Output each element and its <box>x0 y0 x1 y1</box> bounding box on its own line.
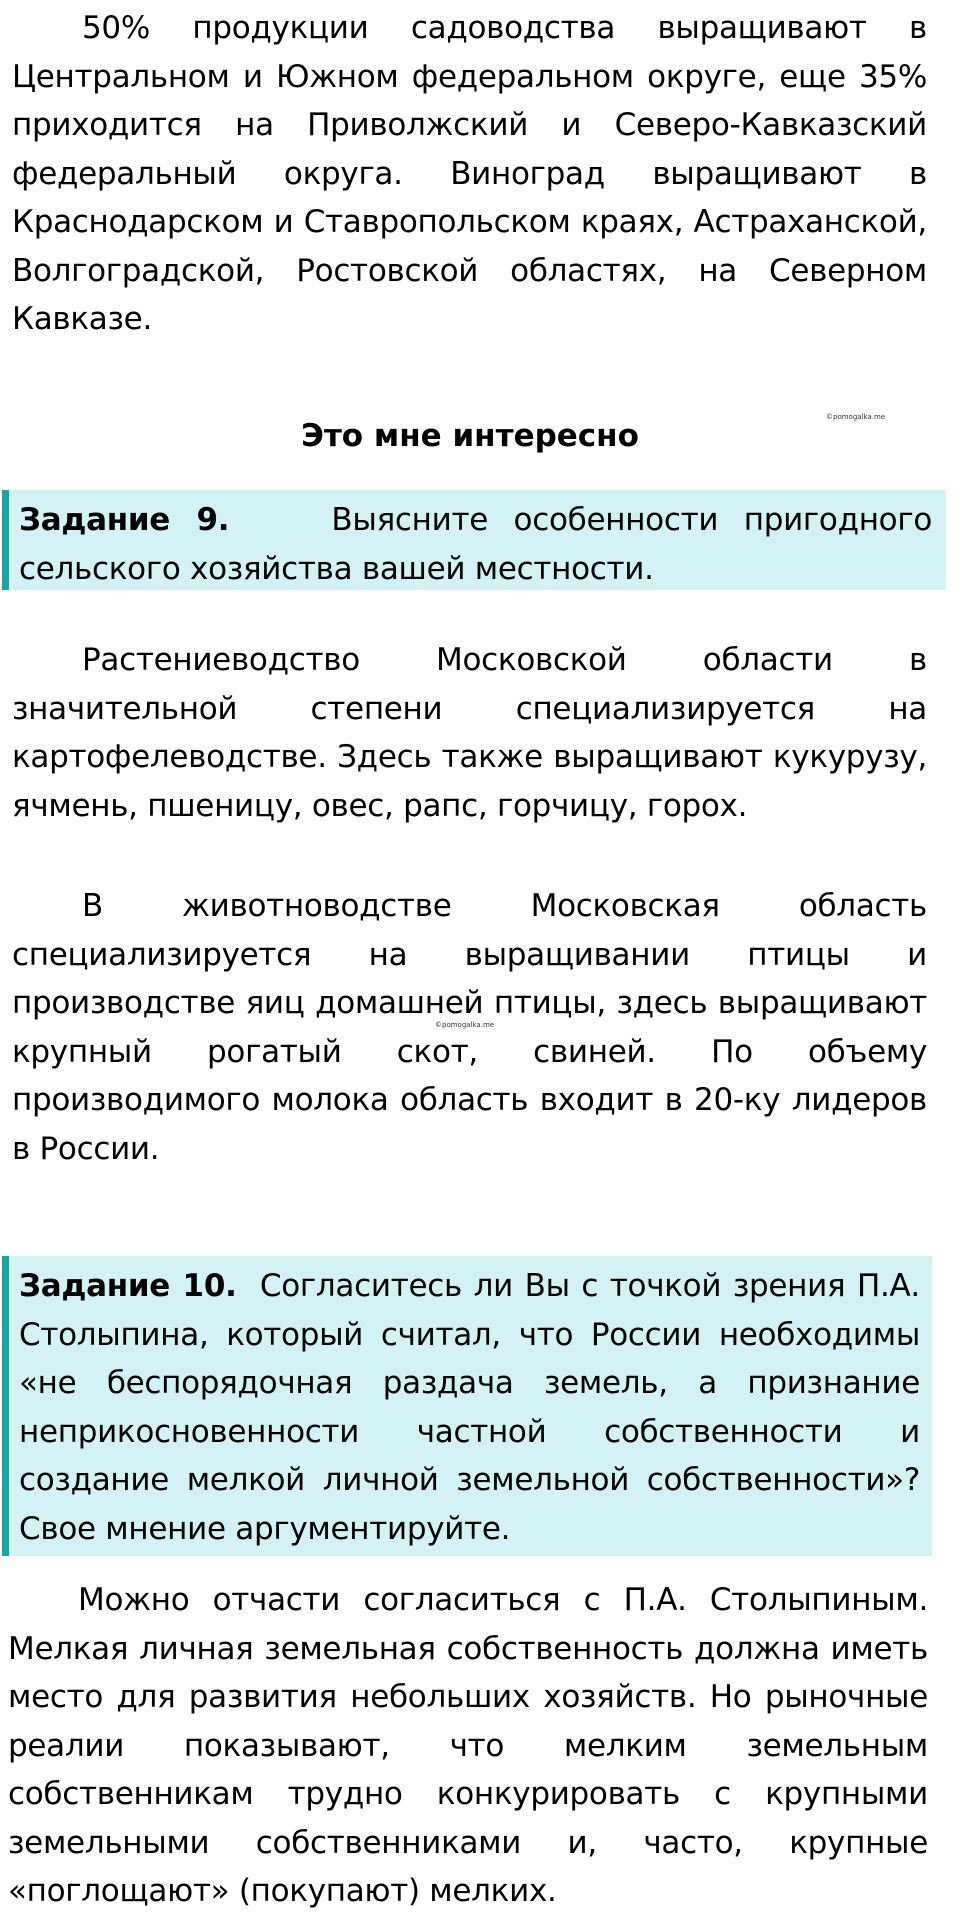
answer-10-paragraph-1: Можно отчасти согласиться с П.А. Столыпиным. Мелкая личная земельная собственность должна иметь место для развития небольших хозяйств. Но рыночные реалии показывают, что мелким земельным собственникам трудно конкурировать с крупными земельными собственниками и, часто, крупные «поглощают» (покупают) мелких. <box>8 1582 928 1909</box>
task-10-content <box>19 1262 920 1553</box>
task-10-label: Задание 10. <box>19 1268 237 1304</box>
watermark-middle: ©pomogalka.me <box>435 1021 495 1029</box>
watermark-top: ©pomogalka.me <box>826 413 886 421</box>
task-10-box <box>2 1256 932 1556</box>
task-9-label: Задание 9. <box>19 502 230 538</box>
task-9-text: Выясните особенности пригодного сельского хозяйства вашей местности. <box>19 502 932 587</box>
intro-paragraph: 50% продукции садоводства выращивают в Центральном и Южном федеральном округе, еще 35% приходится на Приволжский и Северо-Кавказский федеральный округа. Виноград выращивают в Краснодарском и Ставропольском краях, Астраханской, Волгоградской, Ростовской областях, на Северном Кавказе. <box>12 10 927 337</box>
answer-9-paragraph-1: Растениеводство Московской области в значительной степени специализируется на картофелеводстве. Здесь также выращивают кукурузу, ячмень, пшеницу, овес, рапс, горчицу, горох. <box>12 642 927 824</box>
task-9-content <box>19 496 932 593</box>
section-heading: Это мне интересно <box>301 418 639 454</box>
task-9-box <box>2 490 946 590</box>
answer-9-paragraph-2: В животноводстве Московская область специализируется на выращивании птицы и производстве яиц домашней птицы, здесь выращивают крупный рогатый скот, свиней. По объему производимого молока область входит в 20-ку лидеров в России. <box>12 888 927 1167</box>
task-10-text: Согласитесь ли Вы с точкой зрения П.А. Столыпина, который считал, что России необходимы «не беспорядочная раздача земель, а признание неприкосновенности частной собственности и создание мелкой личной земельной собственности»? Свое мнение аргументируйте. <box>19 1268 920 1547</box>
